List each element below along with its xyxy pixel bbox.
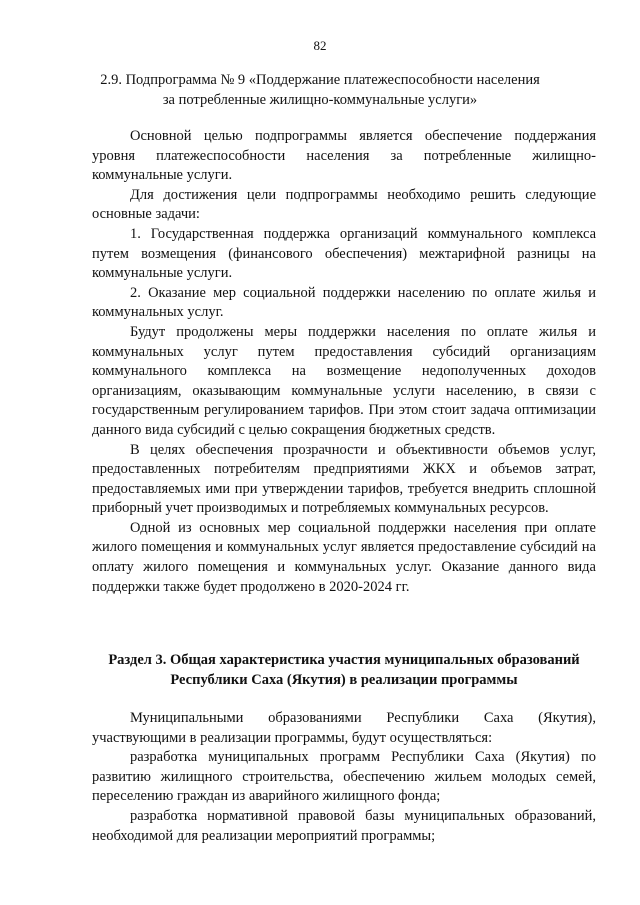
subprogram-title-line-2: за потребленные жилищно-коммунальные услуги» [162, 92, 478, 108]
section-3-body [92, 709, 596, 846]
section-3-title-line-1: Раздел 3. Общая характеристика участия муниципальных образований [108, 652, 580, 668]
paragraph-tasks-intro: Для достижения цели подпрограммы необходимо решить следующие основные задачи: [92, 186, 596, 223]
paragraph-support-measures: Будут продолжены меры поддержки населения по оплате жилья и коммунальных услуг путем предоставления субсидий организациям коммунального комплекса на возмещение недополученных доходов организациям, оказывающим коммунальные услуги населению, в связи с государственным регулированием тарифов. При этом стоит задача оптимизации данного вида субсидий с целью сокращения бюджетных средств. [92, 323, 596, 438]
paragraph-legal-base: разработка нормативной правовой базы муниципальных образований, необходимой для реализации мероприятий программы; [92, 807, 596, 844]
subprogram-title-line-1: 2.9. Подпрограмма № 9 «Поддержание платежеспособности населения [100, 72, 540, 88]
paragraph-municipal-programs: разработка муниципальных программ Республики Саха (Якутия) по развитию жилищного строительства, обеспечению жильем молодых семей, переселению граждан из аварийного жилищного фонда; [92, 749, 596, 805]
paragraph-task-1: 1. Государственная поддержка организаций коммунального комплекса путем возмещения (финансового обеспечения) межтарифной разницы на коммунальные услуги. [92, 225, 596, 282]
paragraph-municipal-intro: Муниципальными образованиями Республики Саха (Якутия), участвующими в реализации программы, будут осуществляться: [92, 710, 596, 746]
section-3-title-line-2: Республики Саха (Якутия) в реализации программы [170, 672, 518, 688]
section-3-title [92, 650, 596, 690]
subprogram-body [92, 127, 596, 597]
paragraph-task-2: 2. Оказание мер социальной поддержки населению по оплате жилья и коммунальных услуг. [92, 284, 596, 321]
subprogram-title [100, 70, 540, 110]
paragraph-transparency: В целях обеспечения прозрачности и объективности объемов услуг, предоставленных потребителям предприятиями ЖКХ и объемов затрат, предоставляемых ими при утверждении тарифов, требуется внедрить сплошной приборный учет производимых и потребляемых коммунальных ресурсов. [92, 441, 596, 517]
paragraph-main-goal: Основной целью подпрограммы является обеспечение поддержания уровня платежеспособности населения за потребленные жилищно-коммунальные услуги. [92, 128, 596, 184]
page-number: 82 [313, 38, 327, 53]
paragraph-subsidies: Одной из основных мер социальной поддержки населения при оплате жилого помещения и коммунальных услуг является предоставление субсидий на оплату жилого помещения и коммунальных услуг. Оказание данного вида поддержки также будет продолжено в 2020-2024 гг. [92, 519, 596, 595]
